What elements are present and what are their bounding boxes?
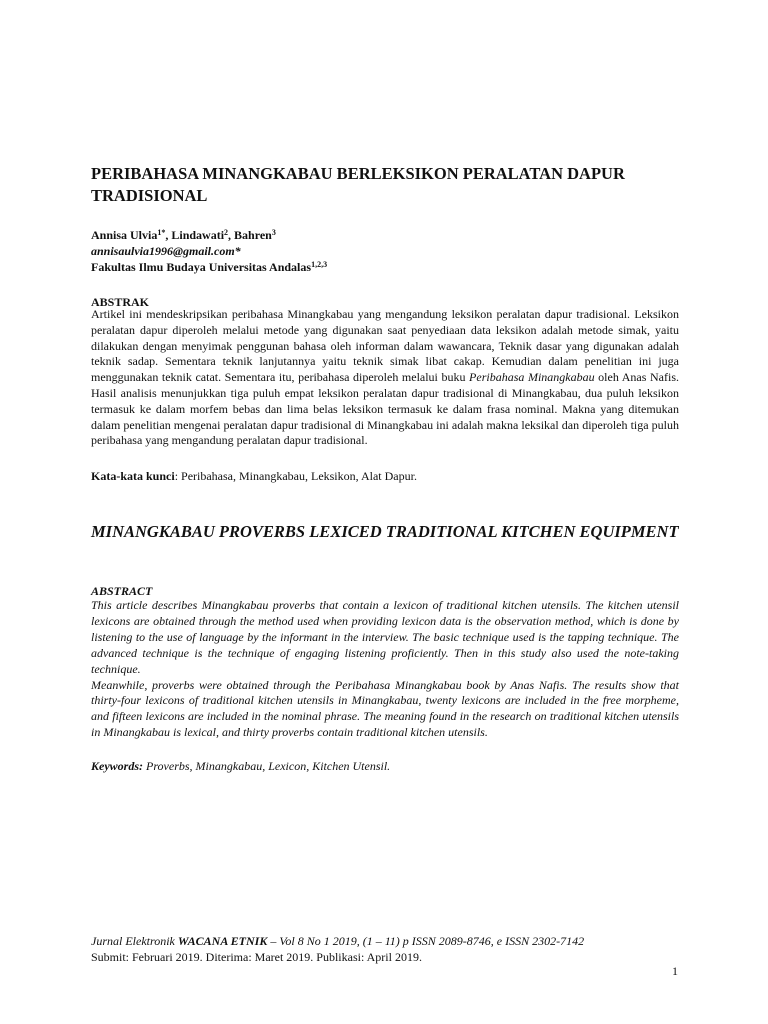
keywords-id-list: : Peribahasa, Minangkabau, Leksikon, Alat Dapur.: [174, 469, 417, 483]
journal-citation: [91, 933, 584, 949]
author-1: Annisa Ulvia: [91, 228, 158, 242]
affiliation-name: Fakultas Ilmu Budaya Universitas Andalas: [91, 260, 312, 274]
author-separator: ,: [165, 228, 172, 242]
author-3: Bahren: [234, 228, 272, 242]
page-footer: [91, 933, 584, 965]
keywords-id-label: Kata-kata kunci: [91, 469, 175, 483]
title-indonesian: PERIBAHASA MINANGKABAU BERLEKSIKON PERALATAN DAPUR TRADISIONAL: [91, 164, 625, 205]
author-email: annisaulvia1996@gmail.com*: [91, 244, 241, 258]
journal-name: WACANA ETNIK: [177, 934, 268, 948]
author-names: [91, 227, 327, 243]
keywords-en-label: Keywords:: [91, 759, 143, 773]
keywords-indonesian: [91, 469, 417, 484]
affiliation-sup: 1,2,3: [311, 260, 328, 269]
author-3-sup: 3: [271, 228, 276, 237]
abstrak-part-2: oleh Anas Nafis. Hasil analisis menunjukkan tiga puluh empat leksikon peralatan dapur tradisional di Minangkabau, dua puluh leksikon termasuk ke dalam morfem bebas dan lima belas leksikon termasuk ke dalam frasa nominal. Makna yang ditemukan dalam penelitian mengenai peralatan dapur tradisional di Minangkabau ini adalah makna leksikal dan diperoleh tiga puluh peribahasa yang mengandung peralatan dapur tradisional.: [91, 370, 679, 448]
author-separator: ,: [228, 228, 235, 242]
abstract-paragraph-2: Meanwhile, proverbs were obtained through the Peribahasa Minangkabau book by Anas Nafis. The results show that thirty-four lexicons of traditional kitchen utensils in Minangkabau, twenty lexicons are included in the free morpheme, and fifteen lexicons are included in the nominal phrase. The meaning found in the research on traditional kitchen utensils in Minangkabau is lexical, and thirty proverbs contain traditional kitchen utensils.: [91, 677, 679, 740]
author-1-sup: 1*: [157, 228, 166, 237]
journal-details: – Vol 8 No 1 2019, (1 – 11) p ISSN 2089-8746, e ISSN 2302-7142: [267, 934, 585, 948]
keywords-en-list: Proverbs, Minangkabau, Lexicon, Kitchen Utensil.: [143, 759, 391, 773]
abstrak-text: [91, 307, 679, 449]
keywords-english: [91, 759, 390, 774]
journal-prefix: Jurnal Elektronik: [91, 934, 178, 948]
author-2-sup: 2: [224, 228, 229, 237]
abstract-heading: ABSTRACT: [91, 584, 153, 598]
title-english: MINANGKABAU PROVERBS LEXICED TRADITIONAL KITCHEN EQUIPMENT: [91, 522, 679, 541]
author-2: Lindawati: [171, 228, 225, 242]
submission-dates: Submit: Februari 2019. Diterima: Maret 2019. Publikasi: April 2019.: [91, 950, 422, 964]
page-number: 1: [672, 964, 678, 978]
abstrak-book-title: Peribahasa Minangkabau: [469, 370, 595, 385]
abstrak-part-1: Artikel ini mendeskripsikan peribahasa Minangkabau yang mengandung leksikon peralatan dapur tradisional. Leksikon peralatan dapur diperoleh melalui metode yang digunakan saat penyediaan data leksikon adalah metode simak, yaitu dilakukan dengan menyimak penggunan bahasa oleh informan dalam wawancara, Teknik dasar yang digunakan adalah teknik sadap. Sementara teknik lanjutannya yaitu teknik simak libat cakap. Kemudian dalam penelitian ini juga menggunakan teknik catat. Sementara itu, peribahasa diperoleh melalui buku: [91, 307, 679, 385]
abstract-text: [91, 598, 679, 741]
author-affiliation: [91, 259, 327, 275]
abstrak-heading: ABSTRAK: [91, 295, 150, 309]
author-block: [91, 227, 327, 275]
abstract-paragraph-1: This article describes Minangkabau proverbs that contain a lexicon of traditional kitchen utensils. The kitchen utensil lexicons are obtained through the method used when providing lexicon data is the observation method, which is done by listening to the use of language by the informant in the interview. The basic technique used is the tapping technique. The advanced technique is the technique of engaging listening proficiently. Then in this study also used the note-taking technique.: [91, 598, 679, 676]
